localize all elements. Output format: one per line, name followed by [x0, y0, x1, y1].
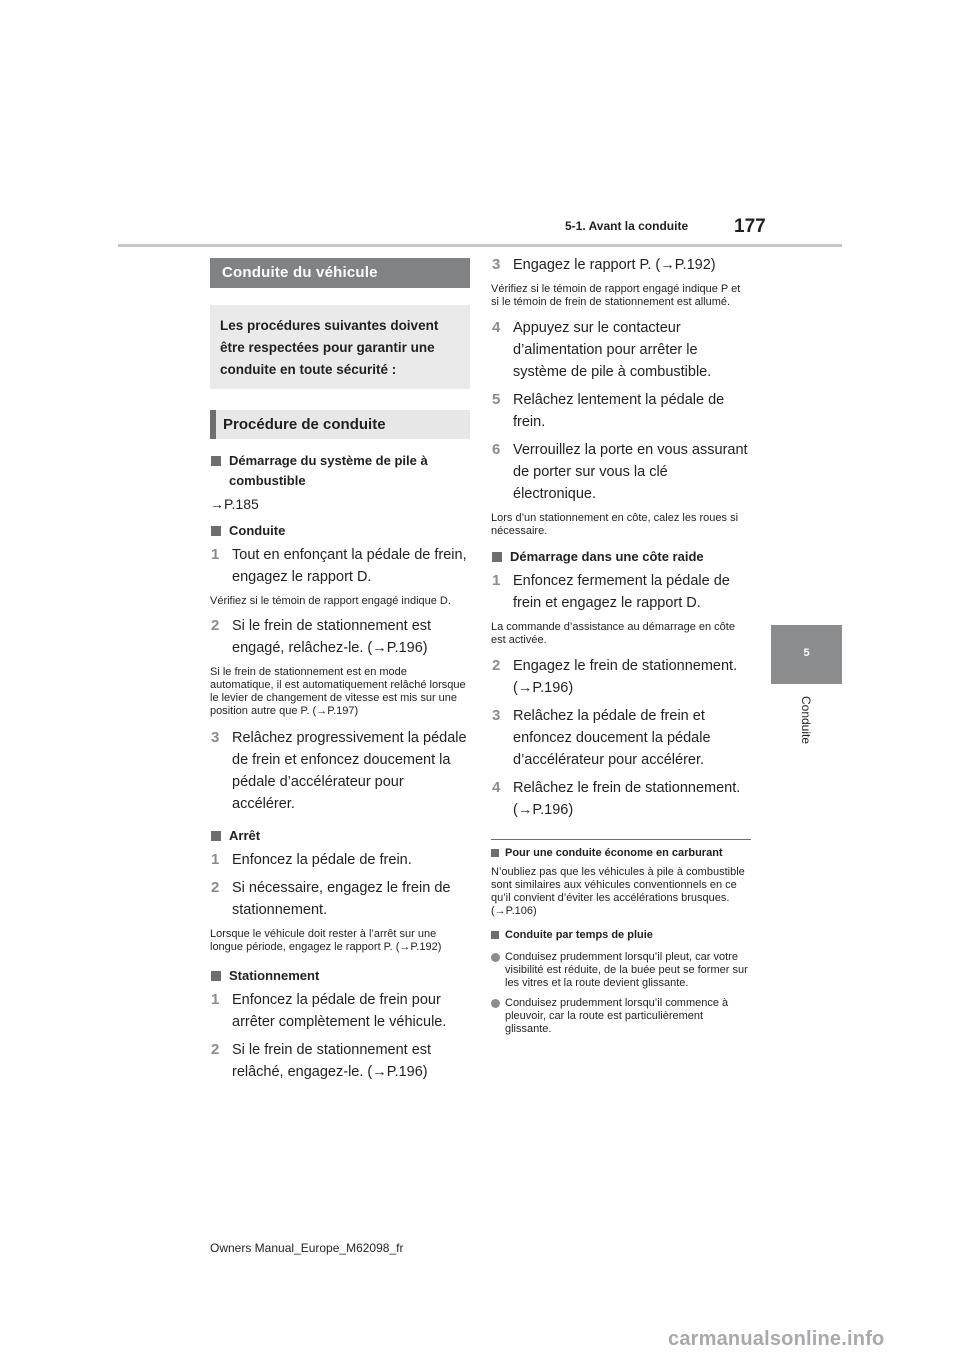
step-item — [210, 849, 470, 871]
circle-bullet-icon — [491, 953, 500, 962]
step-number: 2 — [211, 879, 220, 896]
square-bullet-icon — [211, 971, 221, 981]
info-head-pluie — [491, 928, 751, 942]
step-number: 1 — [211, 991, 220, 1008]
left-column — [210, 258, 470, 1083]
step-number: 4 — [492, 319, 501, 336]
page-reference-text: P.185 — [224, 496, 259, 512]
chapter-number: 5 — [803, 647, 810, 659]
step-item — [210, 544, 470, 588]
square-bullet-icon — [211, 831, 221, 841]
step-number: 3 — [492, 256, 501, 273]
chapter-label: Conduite — [799, 695, 813, 745]
subhead-stationnement-text: Stationnement — [229, 968, 320, 983]
step-number: 6 — [492, 441, 501, 458]
arrow-right-icon: → — [210, 496, 224, 512]
step-item — [491, 655, 751, 699]
step-text: Si le frein de stationnement est engagé, relâchez-le. (→P.196) — [232, 618, 432, 656]
subhead-arret-text: Arrêt — [229, 828, 261, 843]
step-item — [210, 1039, 470, 1083]
step-item — [491, 570, 751, 614]
chapter-tab[interactable] — [771, 625, 842, 684]
footer-text: Owners Manual_Europe_M62098_fr — [210, 1241, 404, 1255]
info-head-pluie-text: Conduite par temps de pluie — [505, 929, 653, 941]
step-text: Si le frein de stationnement est relâché, engagez-le. (→P.196) — [232, 1042, 432, 1080]
step-text: Enfoncez fermement la pédale de frein et engagez le rapport D. — [513, 573, 730, 611]
step-item — [491, 389, 751, 433]
note-text: Vérifiez si le témoin de rapport engagé indique D. — [210, 595, 451, 607]
step-item — [491, 254, 751, 276]
section-title: 5-1. Avant la conduite — [565, 219, 689, 233]
note-text: La commande d’assistance au démarrage en côte est activée. — [491, 621, 735, 646]
step-text: Relâchez la pédale de frein et enfoncez doucement la pédale d’accélérateur pour accélérer. — [513, 708, 711, 768]
bullet-item — [491, 951, 751, 990]
step-text: Engagez le frein de stationnement. (→P.196) — [513, 658, 738, 696]
step-text: Appuyez sur le contacteur d’alimentation pour arrêter le système de pile à combustible. — [513, 320, 712, 380]
step-number: 2 — [492, 657, 501, 674]
subhead-conduite-text: Conduite — [229, 523, 286, 538]
step-number: 1 — [211, 851, 220, 868]
watermark-text: carmanualsonline.info — [668, 1328, 885, 1350]
note-text: Lorsque le véhicule doit rester à l’arrêt sur une longue période, engagez le rapport P. (→P.192) — [210, 928, 442, 953]
header-rule — [118, 244, 842, 247]
step-number: 2 — [211, 1041, 220, 1058]
subhead-stationnement — [210, 966, 470, 986]
step-number: 1 — [492, 572, 501, 589]
step-number: 1 — [211, 546, 220, 563]
square-bullet-icon — [211, 456, 221, 466]
step-text: Engagez le rapport P. (→P.192) — [513, 257, 716, 273]
page-number: 177 — [734, 216, 766, 237]
square-bullet-icon — [491, 849, 499, 857]
step-number: 4 — [492, 779, 501, 796]
circle-bullet-icon — [491, 999, 500, 1008]
step-item — [491, 705, 751, 771]
step-text: Relâchez lentement la pédale de frein. — [513, 392, 725, 430]
bullet-text: Conduisez prudemment lorsqu’il pleut, car votre visibilité est réduite, de la buée peut se former sur les vitres et la route devient glissante. — [505, 951, 748, 989]
step-item — [210, 877, 470, 921]
step-number: 5 — [492, 391, 501, 408]
step-number: 2 — [211, 617, 220, 634]
intro-box: Les procédures suivantes doivent être respectées pour garantir une conduite en toute sécurité : — [210, 305, 470, 389]
note-text: Vérifiez si le témoin de rapport engagé indique P et si le témoin de frein de stationnement est allumé. — [491, 283, 741, 308]
step-item — [210, 727, 470, 815]
section-banner-procedure: Procédure de conduite — [210, 410, 470, 439]
right-column — [491, 254, 751, 1036]
step-item — [210, 989, 470, 1033]
info-text-eco: N’oubliez pas que les véhicules à pile à combustible sont similaires aux véhicules conventionnels en ce qu’il convient d’éviter les accélérations brusques. (→P.106) — [491, 866, 745, 917]
step-number: 3 — [211, 729, 220, 746]
step-text: Si nécessaire, engagez le frein de stationnement. — [232, 880, 451, 918]
note-text: Lors d’un stationnement en côte, calez les roues si nécessaire. — [491, 512, 739, 537]
note-text: Si le frein de stationnement est en mode automatique, il est automatiquement relâché lorsque le levier de changement de vitesse est mis sur une position autre que P. (→P.197) — [210, 666, 466, 717]
subhead-demarrage-text: Démarrage du système de pile à combustible — [229, 453, 428, 488]
square-bullet-icon — [492, 552, 502, 562]
step-item — [491, 777, 751, 821]
step-number: 3 — [492, 707, 501, 724]
step-text: Relâchez le frein de stationnement. (→P.196) — [513, 780, 741, 818]
step-text: Relâchez progressivement la pédale de frein et enfoncez doucement la pédale d’accélérateur pour accélérer. — [232, 730, 467, 812]
subhead-arret — [210, 826, 470, 846]
page-reference[interactable] — [210, 494, 470, 514]
info-head-eco — [491, 846, 751, 860]
subhead-conduite — [210, 521, 470, 541]
step-item — [491, 317, 751, 383]
section-separator — [491, 839, 751, 840]
step-item — [210, 615, 470, 659]
subhead-demarrage — [210, 451, 470, 491]
square-bullet-icon — [211, 526, 221, 536]
section-banner-conduite: Conduite du véhicule — [210, 258, 470, 288]
subhead-cote-raide-text: Démarrage dans une côte raide — [510, 549, 704, 564]
square-bullet-icon — [491, 931, 499, 939]
step-text: Enfoncez la pédale de frein pour arrêter complètement le véhicule. — [232, 992, 447, 1030]
step-text: Enfoncez la pédale de frein. — [232, 852, 412, 868]
step-text: Tout en enfonçant la pédale de frein, engagez le rapport D. — [232, 547, 467, 585]
bullet-text: Conduisez prudemment lorsqu’il commence à pleuvoir, car la route est particulièrement glissante. — [505, 997, 729, 1035]
subhead-cote-raide — [491, 547, 751, 567]
step-item — [491, 439, 751, 505]
step-text: Verrouillez la porte en vous assurant de porter sur vous la clé électronique. — [513, 442, 748, 502]
info-head-eco-text: Pour une conduite économe en carburant — [505, 847, 723, 859]
bullet-item — [491, 997, 751, 1036]
